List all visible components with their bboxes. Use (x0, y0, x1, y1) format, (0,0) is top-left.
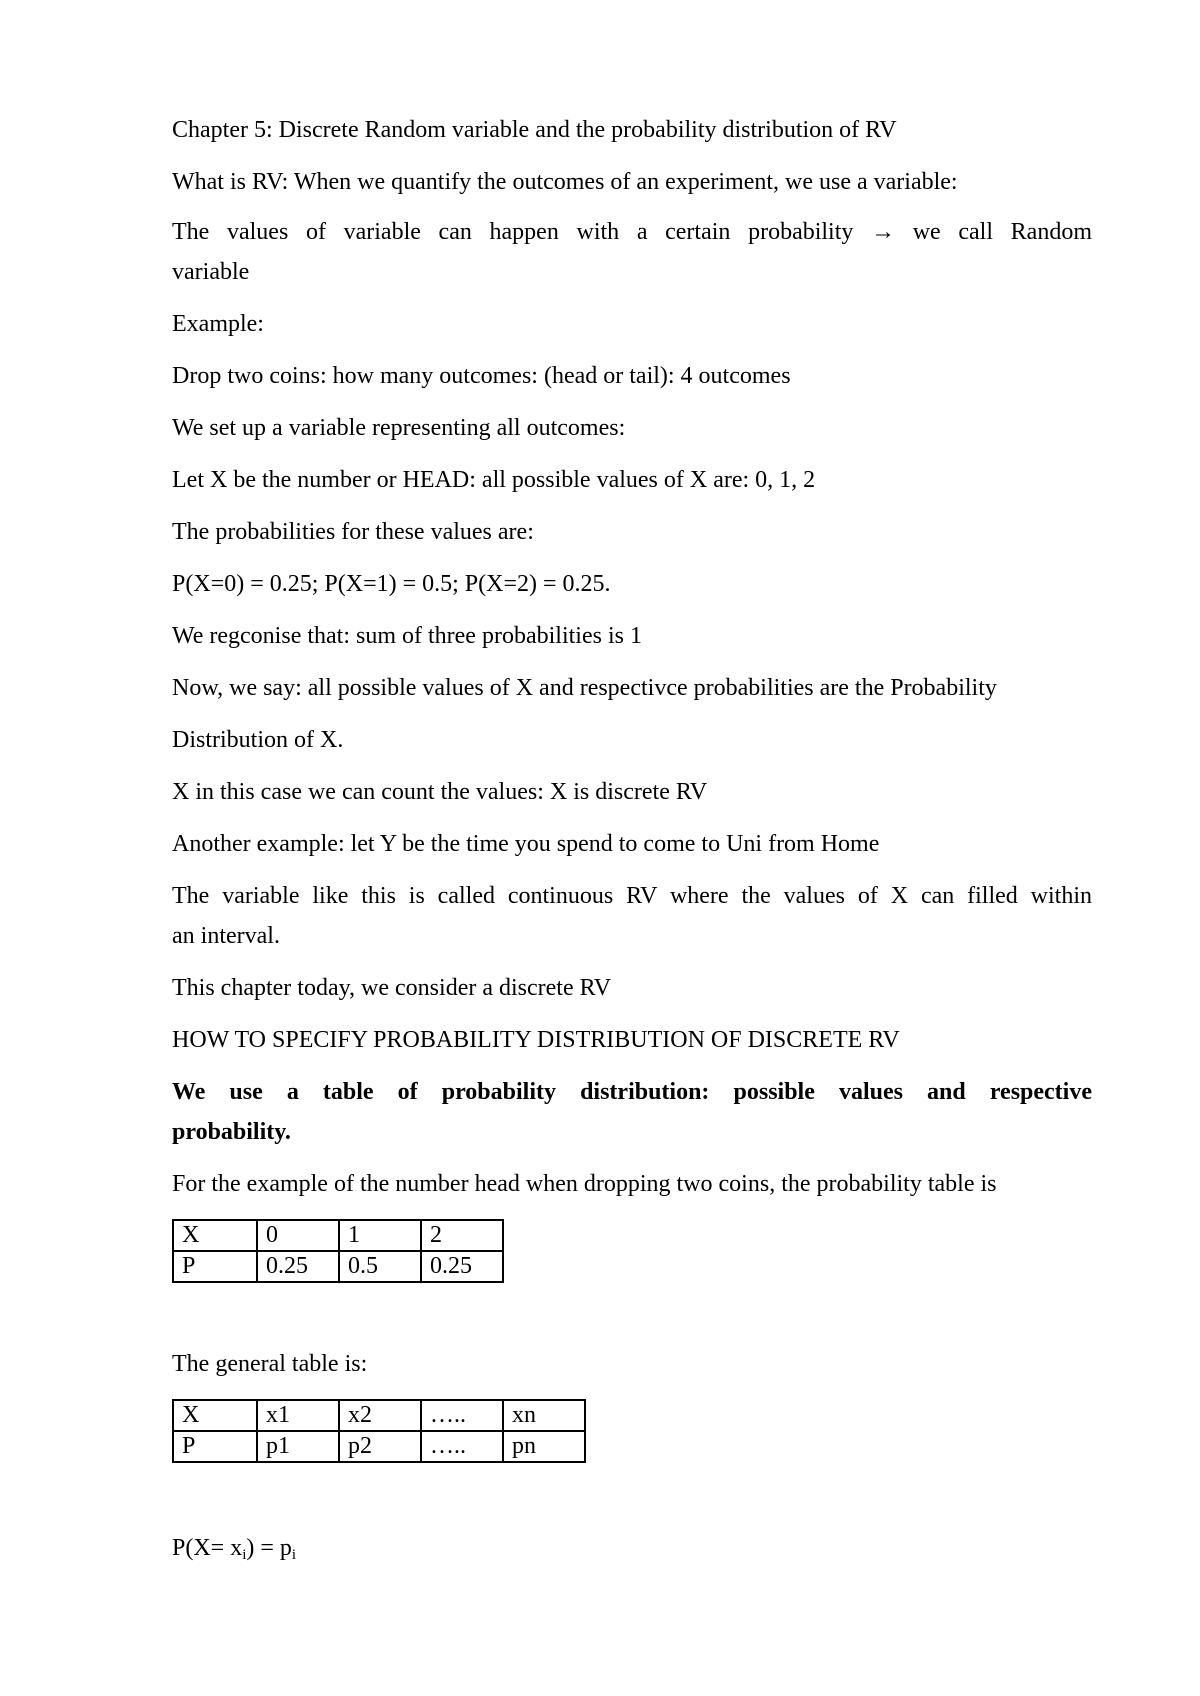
table-row (173, 1251, 503, 1282)
paragraph: variable (172, 259, 250, 285)
table-cell: p2 (339, 1431, 421, 1462)
formula-subscript: i (291, 1547, 297, 1563)
formula-subscript: i (242, 1547, 247, 1563)
bold-paragraph: We use a table of probability distribution: possible values and respective (172, 1079, 1092, 1105)
paragraph: We set up a variable representing all outcomes: (172, 415, 626, 441)
paragraph: X in this case we can count the values: X is discrete RV (172, 779, 708, 805)
table-cell: 1 (339, 1220, 421, 1251)
section-heading: HOW TO SPECIFY PROBABILITY DISTRIBUTION OF DISCRETE RV (172, 1027, 900, 1053)
formula-rhs: ) = p (246, 1535, 292, 1561)
paragraph: Let X be the number or HEAD: all possible values of X are: 0, 1, 2 (172, 467, 816, 493)
table-row (173, 1400, 585, 1431)
paragraph: What is RV: When we quantify the outcomes of an experiment, we use a variable: (172, 169, 958, 195)
formula-lhs: P(X= x (172, 1535, 243, 1561)
paragraph: For the example of the number head when dropping two coins, the probability table is (172, 1171, 997, 1197)
table-cell: P (173, 1431, 257, 1462)
table-cell: ….. (421, 1431, 503, 1462)
table-cell: ….. (421, 1400, 503, 1431)
table-cell: x1 (257, 1400, 339, 1431)
formula (172, 1528, 1092, 1568)
bold-paragraph: probability. (172, 1119, 291, 1145)
table-cell: X (173, 1220, 257, 1251)
table-cell: p1 (257, 1431, 339, 1462)
paragraph: We regconise that: sum of three probabilities is 1 (172, 623, 642, 649)
paragraph: This chapter today, we consider a discrete RV (172, 975, 612, 1001)
table-cell: 0.25 (421, 1251, 503, 1282)
paragraph: Drop two coins: how many outcomes: (head or tail): 4 outcomes (172, 363, 791, 389)
paragraph: The values of variable can happen with a certain probability → we call Random (172, 219, 1092, 245)
paragraph: P(X=0) = 0.25; P(X=1) = 0.5; P(X=2) = 0.25. (172, 571, 611, 597)
chapter-title: Chapter 5: Discrete Random variable and the probability distribution of RV (172, 117, 897, 143)
paragraph: The probabilities for these values are: (172, 519, 534, 545)
table-cell: P (173, 1251, 257, 1282)
paragraph: Example: (172, 311, 264, 337)
paragraph: Now, we say: all possible values of X and respectivce probabilities are the Probability (172, 675, 997, 701)
table-cell: x2 (339, 1400, 421, 1431)
paragraph: Another example: let Y be the time you spend to come to Uni from Home (172, 831, 880, 857)
table-cell: 0 (257, 1220, 339, 1251)
paragraph: The variable like this is called continuous RV where the values of X can filled within (172, 883, 1092, 909)
table-cell: xn (503, 1400, 585, 1431)
table-cell: 0.5 (339, 1251, 421, 1282)
paragraph: Distribution of X. (172, 727, 344, 753)
table-row (173, 1431, 585, 1462)
coin-probability-table (172, 1219, 504, 1283)
table-cell: pn (503, 1431, 585, 1462)
paragraph: an interval. (172, 923, 280, 949)
general-probability-table (172, 1399, 586, 1463)
table-cell: 0.25 (257, 1251, 339, 1282)
table-cell: 2 (421, 1220, 503, 1251)
table-cell: X (173, 1400, 257, 1431)
paragraph: The general table is: (172, 1351, 368, 1377)
table-row (173, 1220, 503, 1251)
